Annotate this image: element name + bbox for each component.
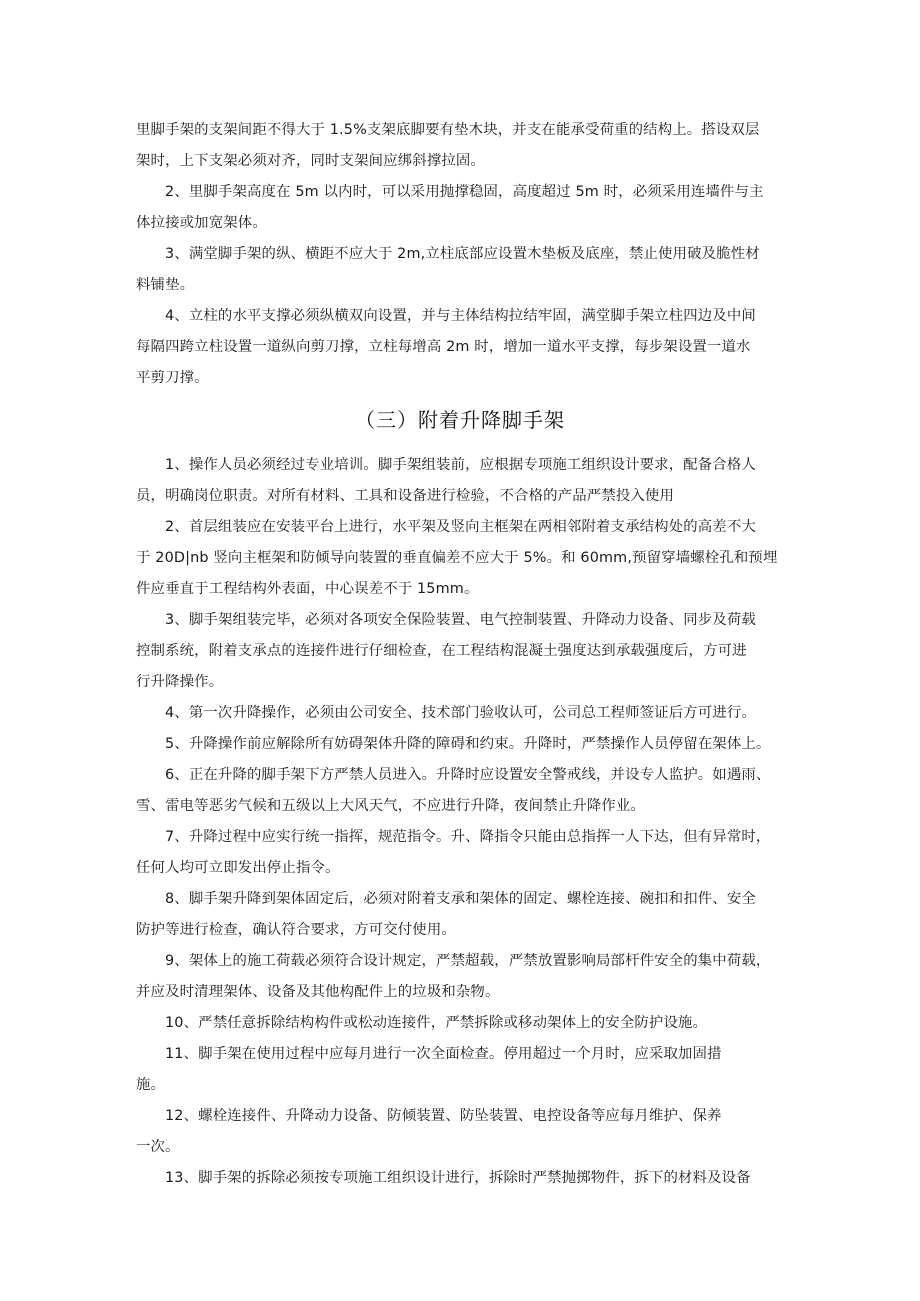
paragraph-line: 任何人均可立即发出停止指令。 bbox=[136, 860, 340, 876]
paragraph-line: 5、升降操作前应解除所有妨碍架体升降的障碍和约束。升降时，严禁操作人员停留在架体上。 bbox=[165, 736, 771, 752]
paragraph-line: 架时，上下支架必须对齐，同时支架间应绑斜撑拉固。 bbox=[136, 153, 485, 169]
paragraph-line: 4、立柱的水平支撑必须纵横双向设置，并与主体结构拉结牢固，满堂脚手架立柱四边及中间 bbox=[165, 308, 756, 324]
paragraph-line: 2、里脚手架高度在 5m 以内时，可以采用抛撑稳固，高度超过 5m 时，必须采用连墙件与主 bbox=[165, 184, 764, 200]
paragraph-line: 9、架体上的施工荷载必须符合设计规定，严禁超载，严禁放置影响局部杆件安全的集中荷载， bbox=[165, 953, 771, 969]
section-heading: （三）附着升降脚手架 bbox=[355, 408, 565, 432]
paragraph-line: 于 20D|nb 竖向主框架和防倾导向装置的垂直偏差不应大于 5%。和 60mm,预留穿墙螺栓孔和预埋 bbox=[136, 550, 778, 566]
paragraph-line: 2、首层组装应在安装平台上进行，水平架及竖向主框架在两相邻附着支承结构处的高差不大 bbox=[165, 519, 756, 535]
paragraph-line: 1、操作人员必须经过专业培训。脚手架组装前，应根据专项施工组织设计要求，配备合格人 bbox=[165, 457, 756, 473]
paragraph-line: 12、螺栓连接件、升降动力设备、防倾装置、防坠装置、电控设备等应每月维护、保养 bbox=[165, 1108, 722, 1124]
paragraph-line: 11、脚手架在使用过程中应每月进行一次全面检查。停用超过一个月时，应采取加固措 bbox=[165, 1046, 722, 1062]
paragraph-line: 行升降操作。 bbox=[136, 674, 224, 690]
paragraph-line: 4、第一次升降操作，必须由公司安全、技术部门验收认可，公司总工程师签证后方可进行。 bbox=[165, 705, 756, 721]
paragraph-line: 6、正在升降的脚手架下方严禁人员进入。升降时应设置安全警戒线，并设专人监护。如遇雨、 bbox=[165, 767, 771, 783]
paragraph-line: 并应及时清理架体、设备及其他构配件上的垃圾和杂物。 bbox=[136, 984, 500, 1000]
paragraph-line: 控制系统，附着支承点的连接件进行仔细检查，在工程结构混凝土强度达到承载强度后，方可进 bbox=[136, 643, 747, 659]
paragraph-line: 件应垂直于工程结构外表面，中心误差不于 15mm。 bbox=[136, 581, 479, 597]
paragraph-line: 雪、雷电等恶劣气候和五级以上大风天气，不应进行升降，夜间禁止升降作业。 bbox=[136, 798, 645, 814]
paragraph-line: 体拉接或加宽架体。 bbox=[136, 215, 267, 231]
section-2-body bbox=[136, 450, 796, 1194]
paragraph-line: 防护等进行检查，确认符合要求，方可交付使用。 bbox=[136, 922, 456, 938]
paragraph-line: 一次。 bbox=[136, 1139, 180, 1155]
paragraph-line: 每隔四跨立柱设置一道纵向剪刀撑，立柱每增高 2m 时，增加一道水平支撑，每步架设置一道水 bbox=[136, 339, 751, 355]
paragraph-line: 10、严禁任意拆除结构构件或松动连接件，严禁拆除或移动架体上的安全防护设施。 bbox=[165, 1015, 708, 1031]
paragraph-line: 施。 bbox=[136, 1077, 166, 1093]
section-1-body bbox=[136, 115, 796, 394]
paragraph-line: 7、升降过程中应实行统一指挥，规范指令。升、降指令只能由总指挥一人下达，但有异常时， bbox=[165, 829, 771, 845]
paragraph-line: 平剪刀撑。 bbox=[136, 370, 209, 386]
paragraph-line: 料铺垫。 bbox=[136, 277, 195, 293]
paragraph-line: 里脚手架的支架间距不得大于 1.5%支架底脚要有垫木块，并支在能承受荷重的结构上。搭设双层 bbox=[136, 122, 760, 138]
paragraph-line: 员，明确岗位职责。对所有材料、工具和设备进行检验，不合格的产品严禁投入使用 bbox=[136, 488, 675, 504]
paragraph-line: 3、满堂脚手架的纵、横距不应大于 2m,立柱底部应设置木垫板及底座，禁止使用破及脆性材 bbox=[165, 246, 760, 262]
paragraph-line: 8、脚手架升降到架体固定后，必须对附着支承和架体的固定、螺栓连接、碗扣和扣件、安全 bbox=[165, 891, 756, 907]
paragraph-line: 3、脚手架组装完毕，必须对各项安全保险装置、电气控制装置、升降动力设备、同步及荷载 bbox=[165, 612, 756, 628]
paragraph-line: 13、脚手架的拆除必须按专项施工组织设计进行，拆除时严禁抛掷物件，拆下的材料及设备 bbox=[165, 1170, 751, 1186]
